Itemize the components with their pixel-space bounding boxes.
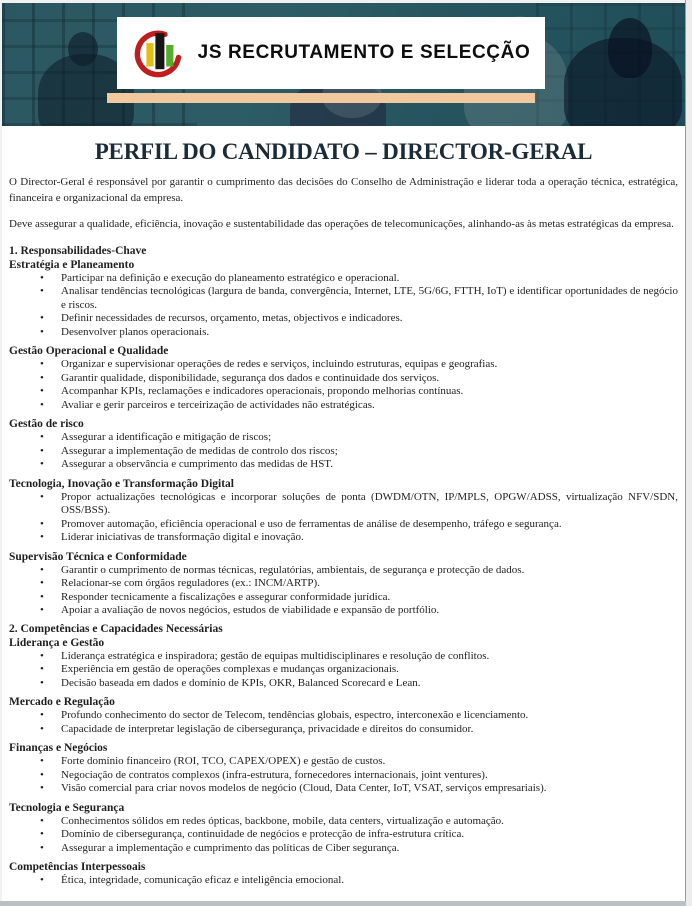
section-group: [9, 860, 678, 888]
bullet-item: • Participar na definição e execução do planeamento estratégico e operacional.: [9, 272, 678, 286]
section-heading: Finanças e Negócios: [9, 742, 108, 754]
accent-bar: [107, 93, 535, 103]
part-heading: 2. Competências e Capacidades Necessárias: [9, 622, 223, 635]
page-frame: [0, 0, 2, 906]
bullet-item: • Definir necessidades de recursos, orçamento, metas, objectivos e indicadores.: [9, 312, 678, 326]
intro-paragraph: Deve assegurar a qualidade, eficiência, inovação e sustentabilidade das operações de telecomunicações, alinhando-as às metas estratégicas da empresa.: [9, 218, 674, 230]
bullet-item: • Analisar tendências tecnológicas (largura de banda, convergência, Internet, LTE, 5G/6G, FTTH, IoT) e identificar oportunidades de negócio e riscos.: [9, 285, 678, 312]
bullet-item: • Experiência em gestão de operações complexas e mudanças organizacionais.: [9, 663, 678, 677]
bullet-list: [9, 358, 678, 412]
document-body: [2, 126, 686, 906]
page-frame: [0, 0, 692, 3]
section-heading: Estratégia e Planeamento: [9, 258, 135, 271]
section-group: [9, 695, 678, 736]
bullet-item: • Propor actualizações tecnológicas e incorporar soluções de ponta (DWDM/OTN, IP/MPLS, OPGW/ADSS, virtualização NFV/SDN, OSS/BSS).: [9, 491, 678, 518]
section-heading: Gestão Operacional e Qualidade: [9, 345, 169, 357]
bullet-item: • Apoiar a avaliação de novos negócios, estudos de viabilidade e expansão de portfólio.: [9, 604, 678, 618]
section-group: [9, 636, 678, 691]
section-heading: Tecnologia, Inovação e Transformação Digital: [9, 477, 234, 490]
bullet-list: [9, 491, 678, 545]
bullet-item: • Assegurar a identificação e mitigação de riscos;: [9, 431, 678, 445]
company-logo-card: [117, 17, 545, 89]
bullet-list: [9, 650, 678, 691]
js-logo-icon: [132, 26, 186, 80]
section-heading: Supervisão Técnica e Conformidade: [9, 550, 187, 563]
bottom-cutoff-strip: [0, 901, 686, 906]
bullet-item: • Visão comercial para criar novos modelos de negócio (Cloud, Data Center, IoT, VSAT, serviços empresariais).: [9, 782, 678, 796]
company-name: JS RECRUTAMENTO E SELECÇÃO: [197, 42, 531, 63]
section-group: [9, 801, 678, 856]
section-heading: Competências Interpessoais: [9, 861, 146, 873]
bullet-item: • Organizar e supervisionar operações de redes e serviços, incluindo estruturas, equipas e geografias.: [9, 358, 678, 372]
section-group: [9, 550, 678, 618]
bullet-item: • Conhecimentos sólidos em redes ópticas, backbone, mobile, data centers, virtualização e automação.: [9, 815, 678, 829]
bullet-item: • Ética, integridade, comunicação eficaz e inteligência emocional.: [9, 874, 678, 888]
bullet-item: • Assegurar a implementação e cumprimento das políticas de Ciber segurança.: [9, 842, 678, 856]
section-group: [9, 741, 678, 796]
bullet-list: [9, 272, 678, 340]
bullet-item: • Forte domínio financeiro (ROI, TCO, CAPEX/OPEX) e gestão de custos.: [9, 755, 678, 769]
section-heading: Tecnologia e Segurança: [9, 801, 125, 814]
section-heading: Liderança e Gestão: [9, 636, 105, 649]
bullet-item: • Garantir o cumprimento de normas técnicas, regulatórias, ambientais, de segurança e protecção de dados.: [9, 564, 678, 578]
bullet-item: • Relacionar-se com órgãos reguladores (ex.: INCM/ARTP).: [9, 577, 678, 591]
bullet-item: • Garantir qualidade, disponibilidade, segurança dos dados e continuidade dos serviços.: [9, 372, 678, 386]
bullet-item: • Desenvolver planos operacionais.: [9, 326, 678, 340]
bullet-item: • Profundo conhecimento do sector de Telecom, tendências globais, espectro, interconexão e licenciamento.: [9, 709, 678, 723]
bullet-list: [9, 564, 678, 618]
bullet-item: • Decisão baseada em dados e domínio de KPIs, OKR, Balanced Scorecard e Lean.: [9, 677, 678, 691]
section-heading: Gestão de risco: [9, 418, 84, 430]
person-silhouette: [68, 32, 98, 66]
section-heading: Mercado e Regulação: [9, 696, 115, 708]
bullet-item: • Avaliar e gerir parceiros e terceirização de actividades não estratégicas.: [9, 399, 678, 413]
section-group: [9, 344, 678, 412]
page-title: PERFIL DO CANDIDATO – DIRECTOR-GERAL: [94, 139, 593, 164]
page-frame: [685, 0, 692, 906]
sections-container: [9, 244, 678, 888]
bullet-list: [9, 755, 678, 796]
bullet-item: • Acompanhar KPIs, reclamações e indicadores operacionais, propondo melhorias contínuas.: [9, 385, 678, 399]
bullet-item: • Negociação de contratos complexos (infra-estrutura, fornecedores internacionais, joint ventures).: [9, 769, 678, 783]
section-group: [9, 477, 678, 545]
bullet-item: • Assegurar a implementação de medidas de controlo dos riscos;: [9, 445, 678, 459]
bullet-list: [9, 431, 678, 472]
intro-paragraph: O Director-Geral é responsável por garantir o cumprimento das decisões do Conselho de Administração e liderar toda a operação técnica, estratégica, financeira e organizacional da empresa.: [9, 176, 678, 204]
section-group: [9, 258, 678, 340]
bullet-item: • Liderança estratégica e inspiradora; gestão de equipas multidisciplinares e resolução de conflitos.: [9, 650, 678, 664]
bullet-item: • Liderar iniciativas de transformação digital e inovação.: [9, 531, 678, 545]
person-silhouette: [608, 18, 652, 78]
bullet-item: • Assegurar a observância e cumprimento das medidas de HST.: [9, 458, 678, 472]
bullet-list: [9, 815, 678, 856]
bullet-list: [9, 874, 678, 888]
bullet-item: • Domínio de cibersegurança, continuidade de negócios e protecção de infra-estrutura crítica.: [9, 828, 678, 842]
bullet-item: • Responder tecnicamente a fiscalizações e assegurar conformidade jurídica.: [9, 591, 678, 605]
part-heading: 1. Responsabilidades-Chave: [9, 244, 147, 257]
bullet-item: • Capacidade de interpretar legislação de cibersegurança, privacidade e direitos do consumidor.: [9, 723, 678, 737]
header-photo: [2, 3, 686, 126]
bullet-list: [9, 709, 678, 736]
section-group: [9, 417, 678, 472]
bullet-item: • Promover automação, eficiência operacional e uso de ferramentas de análise de desempenho, tráfego e segurança.: [9, 518, 678, 532]
